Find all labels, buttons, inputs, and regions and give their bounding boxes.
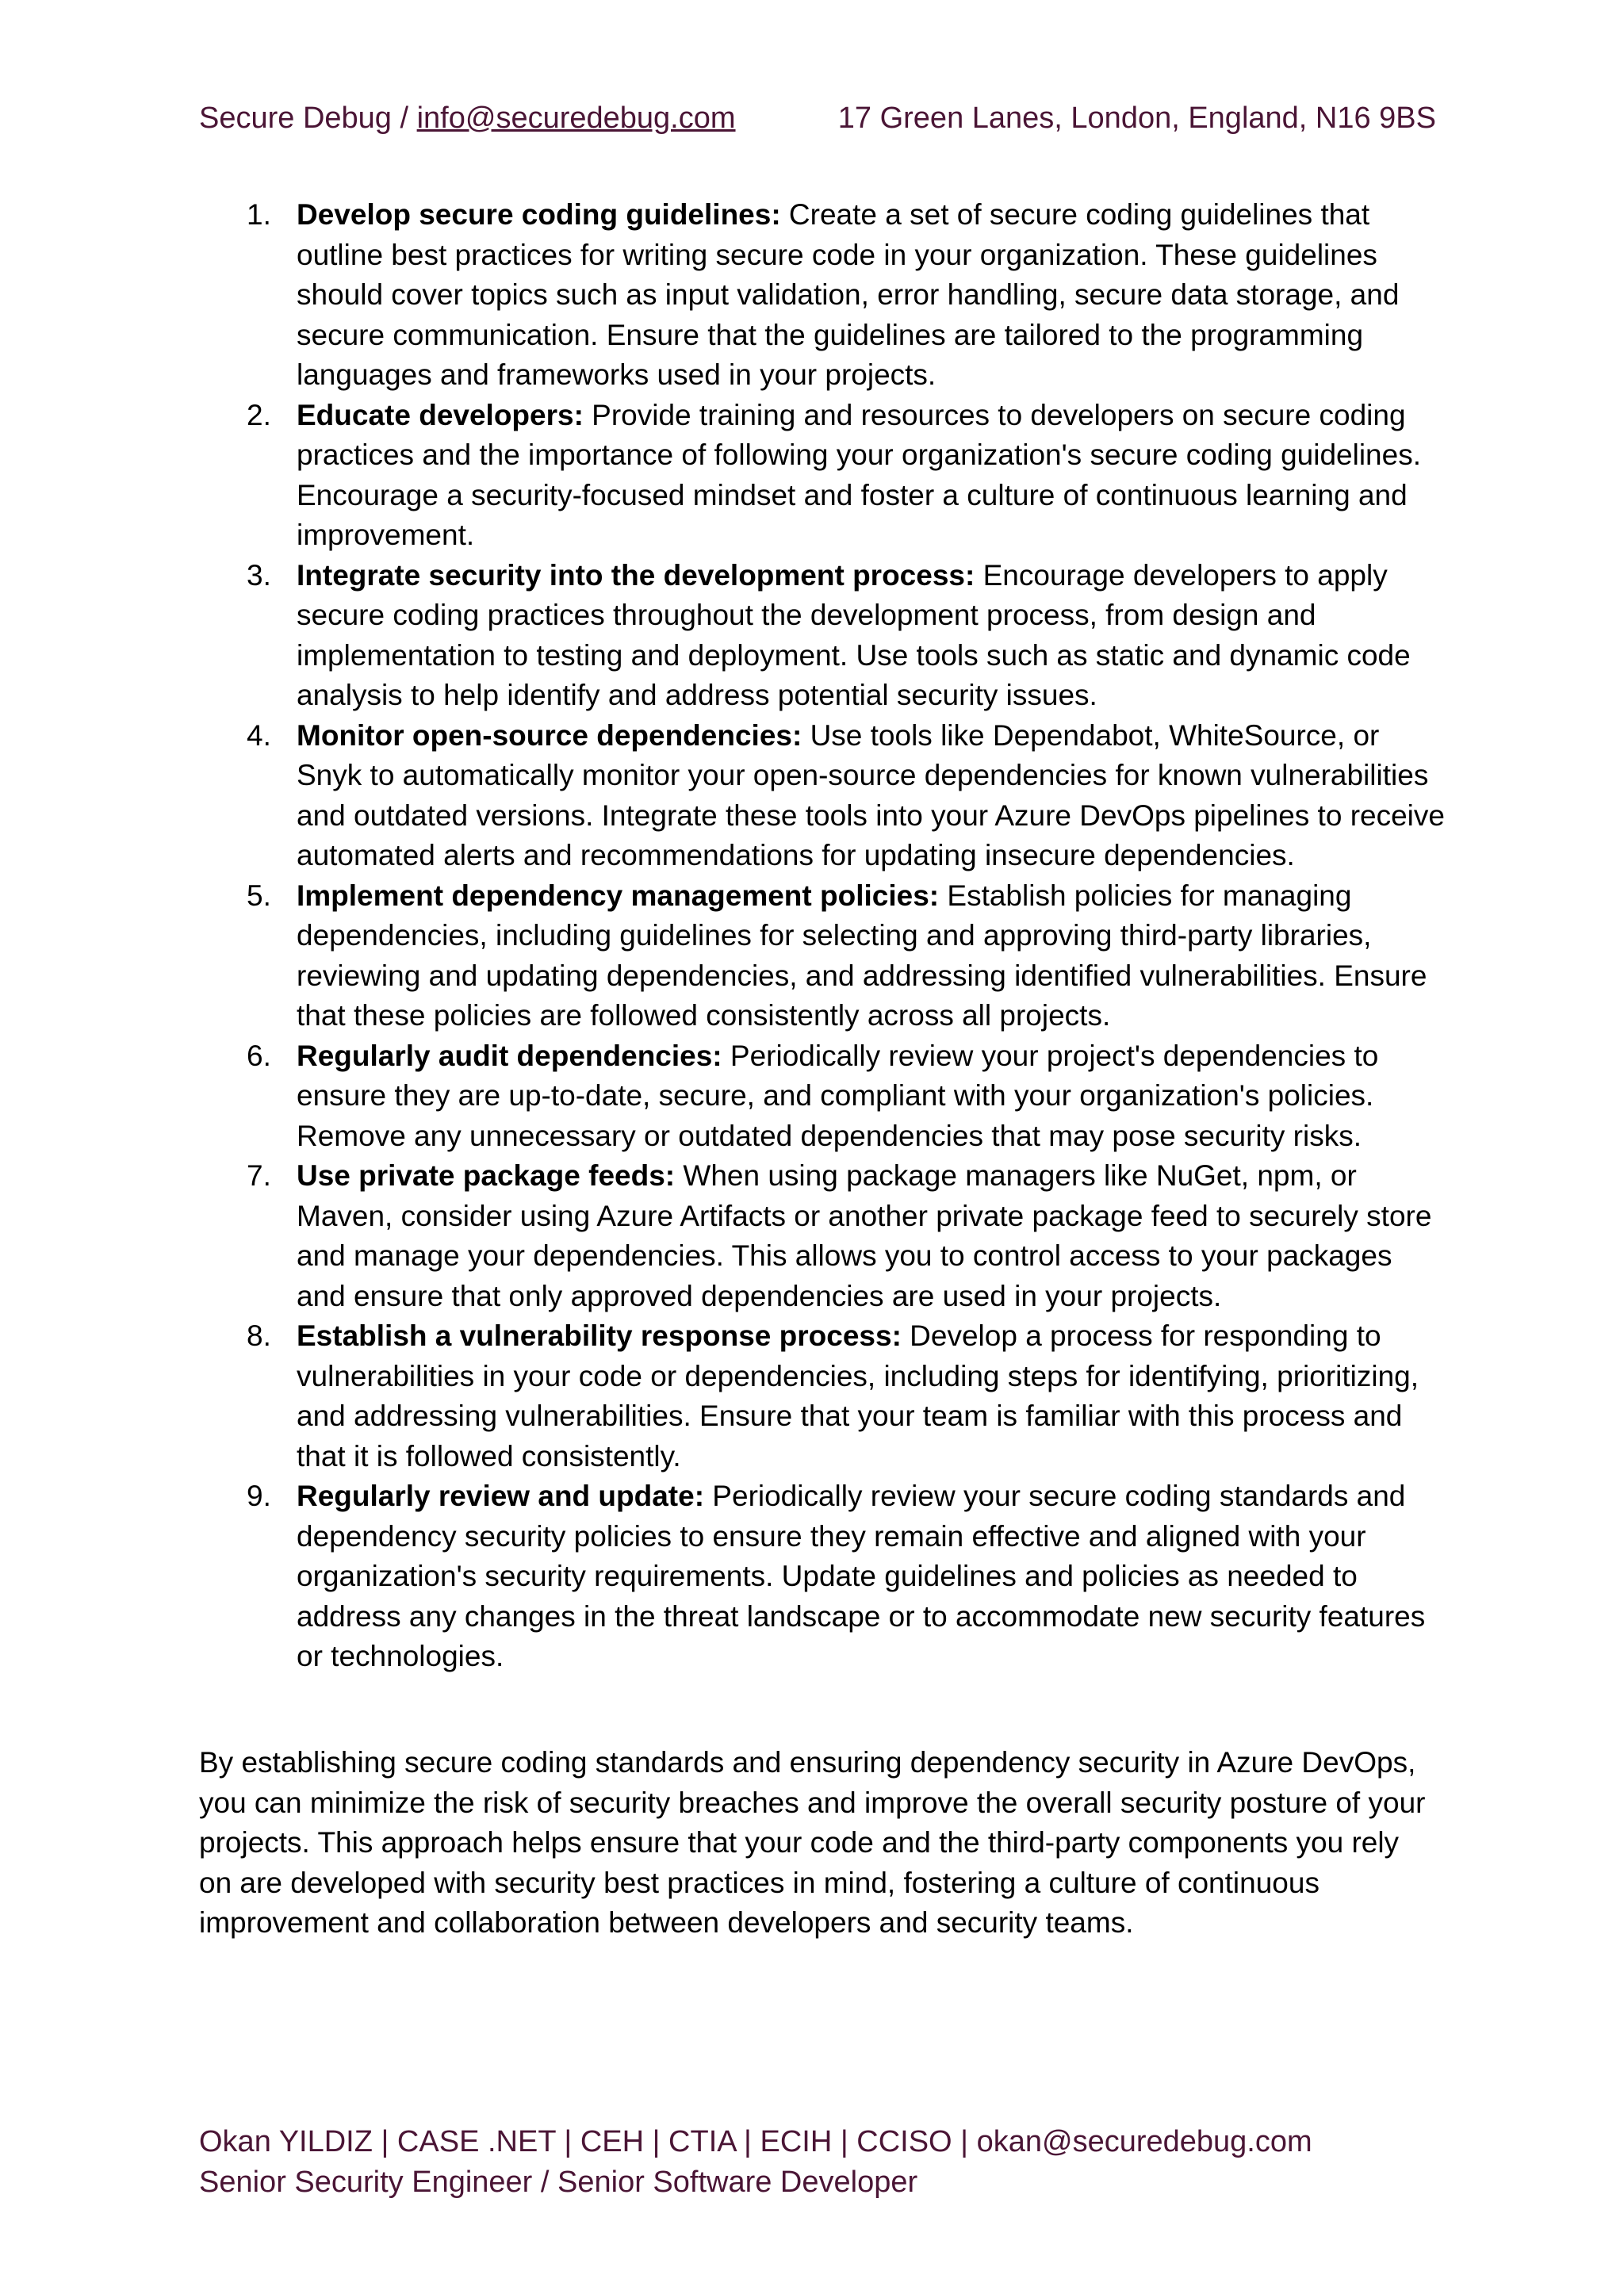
list-item-number: 9.: [247, 1480, 271, 1512]
list-item-title: Establish a vulnerability response process:: [297, 1319, 902, 1352]
list-item: [199, 876, 1448, 1036]
header-brand: Secure Debug /: [199, 101, 417, 135]
list-item: [199, 1316, 1448, 1476]
list-item-number: 8.: [247, 1319, 271, 1352]
list-item-text: Periodically review your project's dependencies to ensure they are up-to-date, secure, and compliant with your organization's policies. Remove any unnecessary or outdated dependencies that may pose security risks.: [297, 1039, 1379, 1152]
header-address: 17 Green Lanes, London, England, N16 9BS: [837, 101, 1436, 135]
list-item-number: 3.: [247, 558, 271, 592]
list-item-title: Integrate security into the development process:: [297, 558, 975, 592]
list-item-number: 6.: [247, 1039, 271, 1072]
list-item-number: 1.: [247, 198, 271, 231]
list-item: [199, 556, 1448, 716]
list-item: [199, 195, 1448, 396]
list-item-title: Use private package feeds:: [297, 1159, 676, 1192]
list-item: [199, 1156, 1448, 1316]
recommendations-list: [199, 195, 1448, 1677]
list-item-title: Regularly audit dependencies:: [297, 1039, 722, 1072]
header-brand-line: [199, 98, 736, 138]
list-item-text: Develop a process for responding to vulnerabilities in your code or dependencies, including steps for identifying, prioritizing, and addressing vulnerabilities. Ensure that your team is familiar with this process and that it is followed consistently.: [297, 1319, 1419, 1473]
list-item-number: 5.: [247, 879, 271, 912]
list-item: [199, 1036, 1448, 1157]
list-item: [199, 716, 1448, 876]
page-header: [199, 98, 1436, 138]
list-item-title: Regularly review and update:: [297, 1480, 705, 1512]
list-item-number: 4.: [247, 718, 271, 752]
list-item-title: Educate developers:: [297, 398, 584, 431]
list-item-title: Develop secure coding guidelines:: [297, 198, 781, 231]
list-item-text: Encourage developers to apply secure coding practices throughout the development process, from design and implementation to testing and deployment. Use tools such as static and dynamic code analysis to help identify and address potential security issues.: [297, 558, 1411, 711]
list-item-title: Implement dependency management policies:: [297, 879, 940, 912]
list-item-text: When using package managers like NuGet, npm, or Maven, consider using Azure Artifacts or another private package feed to securely store and manage your dependencies. This allows you to control access to your packages and ensure that only approved dependencies are used in your projects.: [297, 1159, 1432, 1312]
list-item-number: 2.: [247, 398, 271, 431]
list-item-text: Create a set of secure coding guidelines that outline best practices for writing secure code in your organization. These guidelines should cover topics such as input validation, error handling, secure data storage, and secure communication. Ensure that the guidelines are tailored to the programming languages and frameworks used in your projects.: [297, 198, 1400, 391]
footer-role-line: Senior Security Engineer / Senior Software Developer: [199, 2165, 918, 2199]
closing-paragraph: By establishing secure coding standards and ensuring dependency security in Azure DevOps, you can minimize the risk of security breaches and improve the overall security posture of your projects. This approach helps ensure that your code and the third-party components you rely on are developed with security best practices in mind, fostering a culture of continuous improvement and collaboration between developers and security teams.: [199, 1746, 1426, 1939]
list-item-text: Use tools like Dependabot, WhiteSource, or Snyk to automatically monitor your open-source dependencies for known vulnerabilities and outdated versions. Integrate these tools into your Azure DevOps pipelines to receive automated alerts and recommendations for updating insecure dependencies.: [297, 718, 1445, 871]
list-item: [199, 396, 1448, 556]
list-item: [199, 1476, 1448, 1677]
header-email-link[interactable]: info@securedebug.com: [416, 101, 736, 135]
list-item-text: Provide training and resources to developers on secure coding practices and the importance of following your organization's secure coding guidelines. Encourage a security-focused mindset and foster a culture of continuous learning and improvement.: [297, 398, 1421, 551]
list-item-text: Establish policies for managing dependencies, including guidelines for selecting and approving third-party libraries, reviewing and updating dependencies, and addressing identified vulnerabilities. Ensure that these policies are followed consistently across all projects.: [297, 879, 1427, 1032]
list-item-text: Periodically review your secure coding standards and dependency security policies to ensure they remain effective and aligned with your organization's security requirements. Update guidelines and policies as needed to address any changes in the threat landscape or to accommodate new security features or technologies.: [297, 1480, 1426, 1672]
page-footer: [199, 2122, 1436, 2202]
list-item-number: 7.: [247, 1159, 271, 1192]
footer-author-line: Okan YILDIZ | CASE .NET | CEH | CTIA | ECIH | CCISO | okan@securedebug.com: [199, 2125, 1312, 2158]
list-item-title: Monitor open-source dependencies:: [297, 718, 802, 752]
